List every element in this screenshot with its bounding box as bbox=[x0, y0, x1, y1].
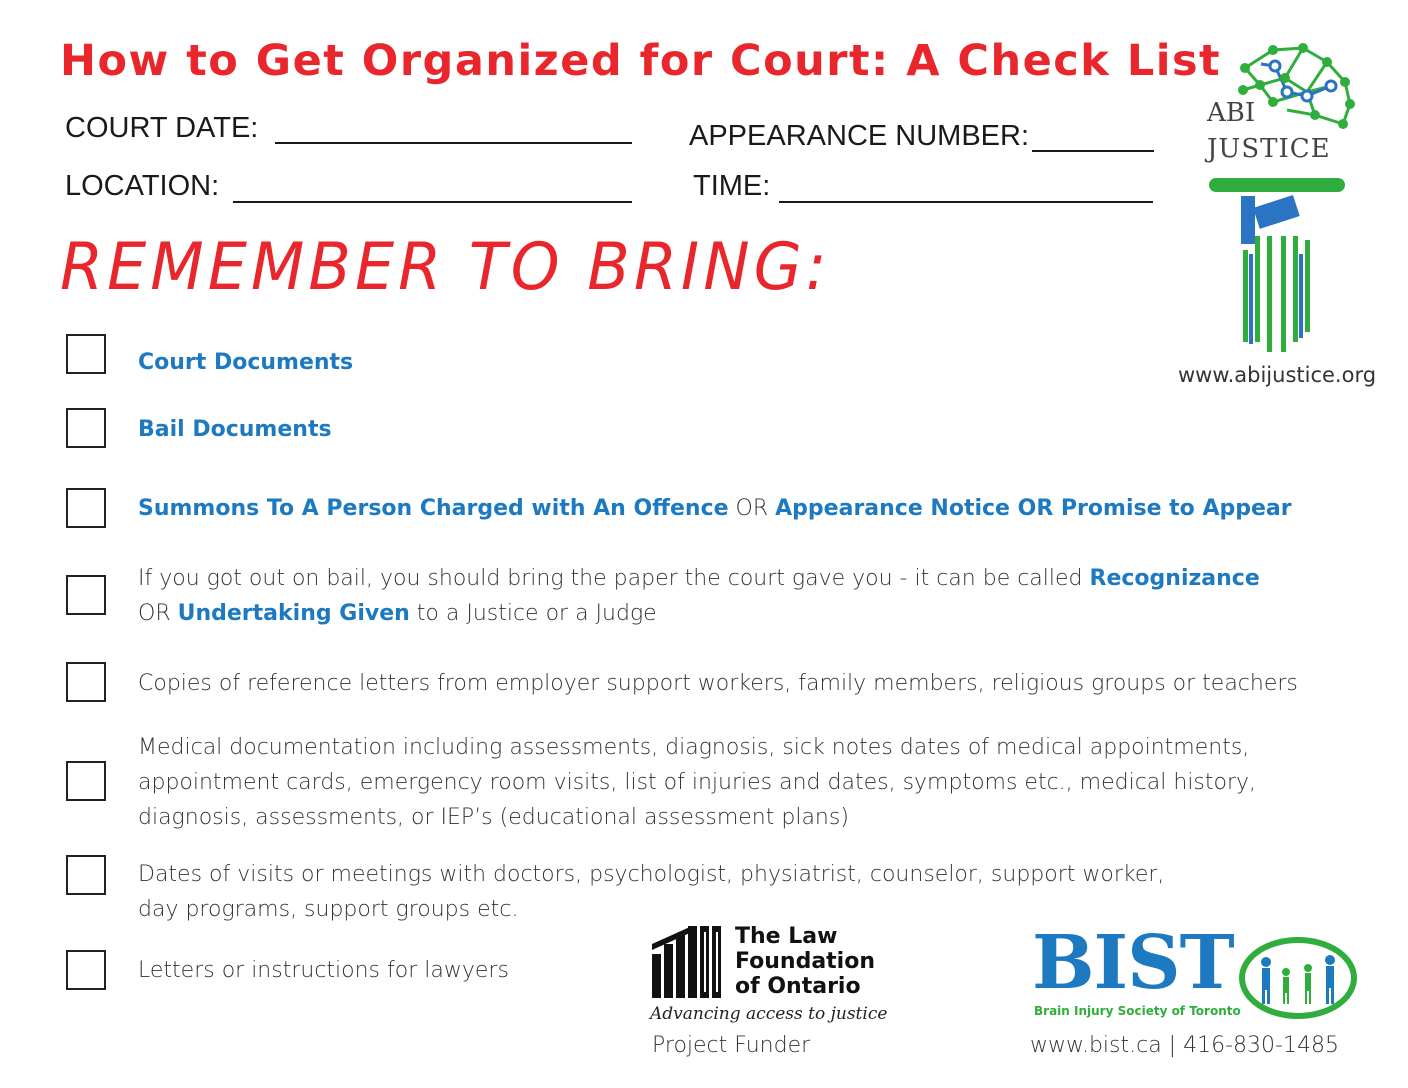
checkbox-visit-dates[interactable] bbox=[66, 855, 106, 895]
checkbox-lawyer-letters[interactable] bbox=[66, 950, 106, 990]
highlighted-text: Appearance Notice OR Promise to Appear bbox=[775, 496, 1292, 521]
checkbox-medical-documentation[interactable] bbox=[66, 761, 106, 801]
page-title: How to Get Organized for Court: A Check List bbox=[60, 36, 1222, 86]
item-text: Letters or instructions for lawyers bbox=[138, 958, 509, 983]
highlighted-text: Undertaking Given bbox=[177, 601, 410, 626]
bist-name: BIST bbox=[1032, 920, 1234, 1006]
item-text: Copies of reference letters from employer support workers, family members, religious groups or teachers bbox=[138, 671, 1298, 696]
bist-family-icon bbox=[1238, 936, 1358, 1020]
item-line bbox=[138, 596, 1260, 631]
court-date-label: COURT DATE: bbox=[65, 112, 259, 144]
law-foundation-line1: The Law bbox=[735, 924, 838, 949]
law-foundation-logo bbox=[650, 926, 890, 1024]
abi-justice-url[interactable]: www.abijustice.org bbox=[1178, 363, 1377, 387]
checkbox-summons[interactable] bbox=[66, 488, 106, 528]
item-text: OR bbox=[728, 496, 776, 521]
item-lawyer-letters bbox=[138, 953, 509, 988]
bist-logo bbox=[1030, 920, 1360, 1024]
item-text: OR bbox=[138, 601, 178, 626]
item-court-documents bbox=[138, 345, 353, 380]
time-line[interactable] bbox=[779, 201, 1153, 203]
item-text: Dates of visits or meetings with doctors, psychologist, physiatrist, counselor, support worker, bbox=[138, 862, 1165, 887]
item-text: diagnosis, assessments, or IEP’s (educational assessment plans) bbox=[138, 805, 849, 830]
highlighted-text: Recognizance bbox=[1089, 566, 1260, 591]
item-line bbox=[138, 800, 1256, 835]
remember-heading: REMEMBER TO BRING: bbox=[60, 228, 831, 305]
bist-subtitle: Brain Injury Society of Toronto bbox=[1034, 1004, 1241, 1018]
item-line bbox=[138, 561, 1260, 596]
item-summons bbox=[138, 491, 1292, 526]
project-funder-caption: Project Funder bbox=[652, 1033, 811, 1058]
appearance-number-label: APPEARANCE NUMBER: bbox=[689, 120, 1030, 152]
item-bail-documents bbox=[138, 412, 332, 447]
item-recognizance bbox=[138, 561, 1260, 631]
item-text: to a Justice or a Judge bbox=[409, 601, 657, 626]
law-foundation-line2: Foundation bbox=[735, 949, 876, 974]
checkbox-court-documents[interactable] bbox=[66, 334, 106, 374]
item-line bbox=[138, 892, 1164, 927]
item-line bbox=[138, 730, 1256, 765]
abi-justice-logo bbox=[1195, 40, 1365, 360]
law-foundation-tagline: Advancing access to justice bbox=[650, 1004, 888, 1024]
item-visit-dates bbox=[138, 857, 1164, 927]
abi-justice-emblem-icon bbox=[1195, 40, 1365, 360]
bist-contact[interactable]: www.bist.ca | 416-830-1485 bbox=[1030, 1033, 1339, 1058]
checkbox-reference-letters[interactable] bbox=[66, 662, 106, 702]
highlighted-text: Court Documents bbox=[138, 350, 354, 375]
highlighted-text: Bail Documents bbox=[138, 417, 332, 442]
item-medical-documentation bbox=[138, 730, 1256, 835]
item-text: day programs, support groups etc. bbox=[138, 897, 519, 922]
item-reference-letters bbox=[138, 666, 1298, 701]
law-foundation-line3: of Ontario bbox=[735, 974, 861, 999]
appearance-number-line[interactable] bbox=[1032, 150, 1154, 152]
item-text: Medical documentation including assessments, diagnosis, sick notes dates of medical appointments, bbox=[138, 735, 1250, 760]
abi-logo-line1: ABI bbox=[1207, 98, 1256, 128]
court-date-line[interactable] bbox=[275, 142, 632, 144]
location-line[interactable] bbox=[233, 201, 632, 203]
time-label: TIME: bbox=[693, 170, 771, 202]
item-line bbox=[138, 857, 1164, 892]
item-text: If you got out on bail, you should bring the paper the court gave you - it can be called bbox=[138, 566, 1090, 591]
item-text: appointment cards, emergency room visits, list of injuries and dates, symptoms etc., medical history, bbox=[138, 770, 1257, 795]
abi-logo-line2: JUSTICE bbox=[1207, 134, 1331, 164]
law-foundation-emblem-icon bbox=[652, 926, 724, 998]
checkbox-recognizance[interactable] bbox=[66, 575, 106, 615]
item-line bbox=[138, 765, 1256, 800]
highlighted-text: Summons To A Person Charged with An Offence bbox=[138, 496, 729, 521]
location-label: LOCATION: bbox=[65, 170, 220, 202]
checkbox-bail-documents[interactable] bbox=[66, 408, 106, 448]
